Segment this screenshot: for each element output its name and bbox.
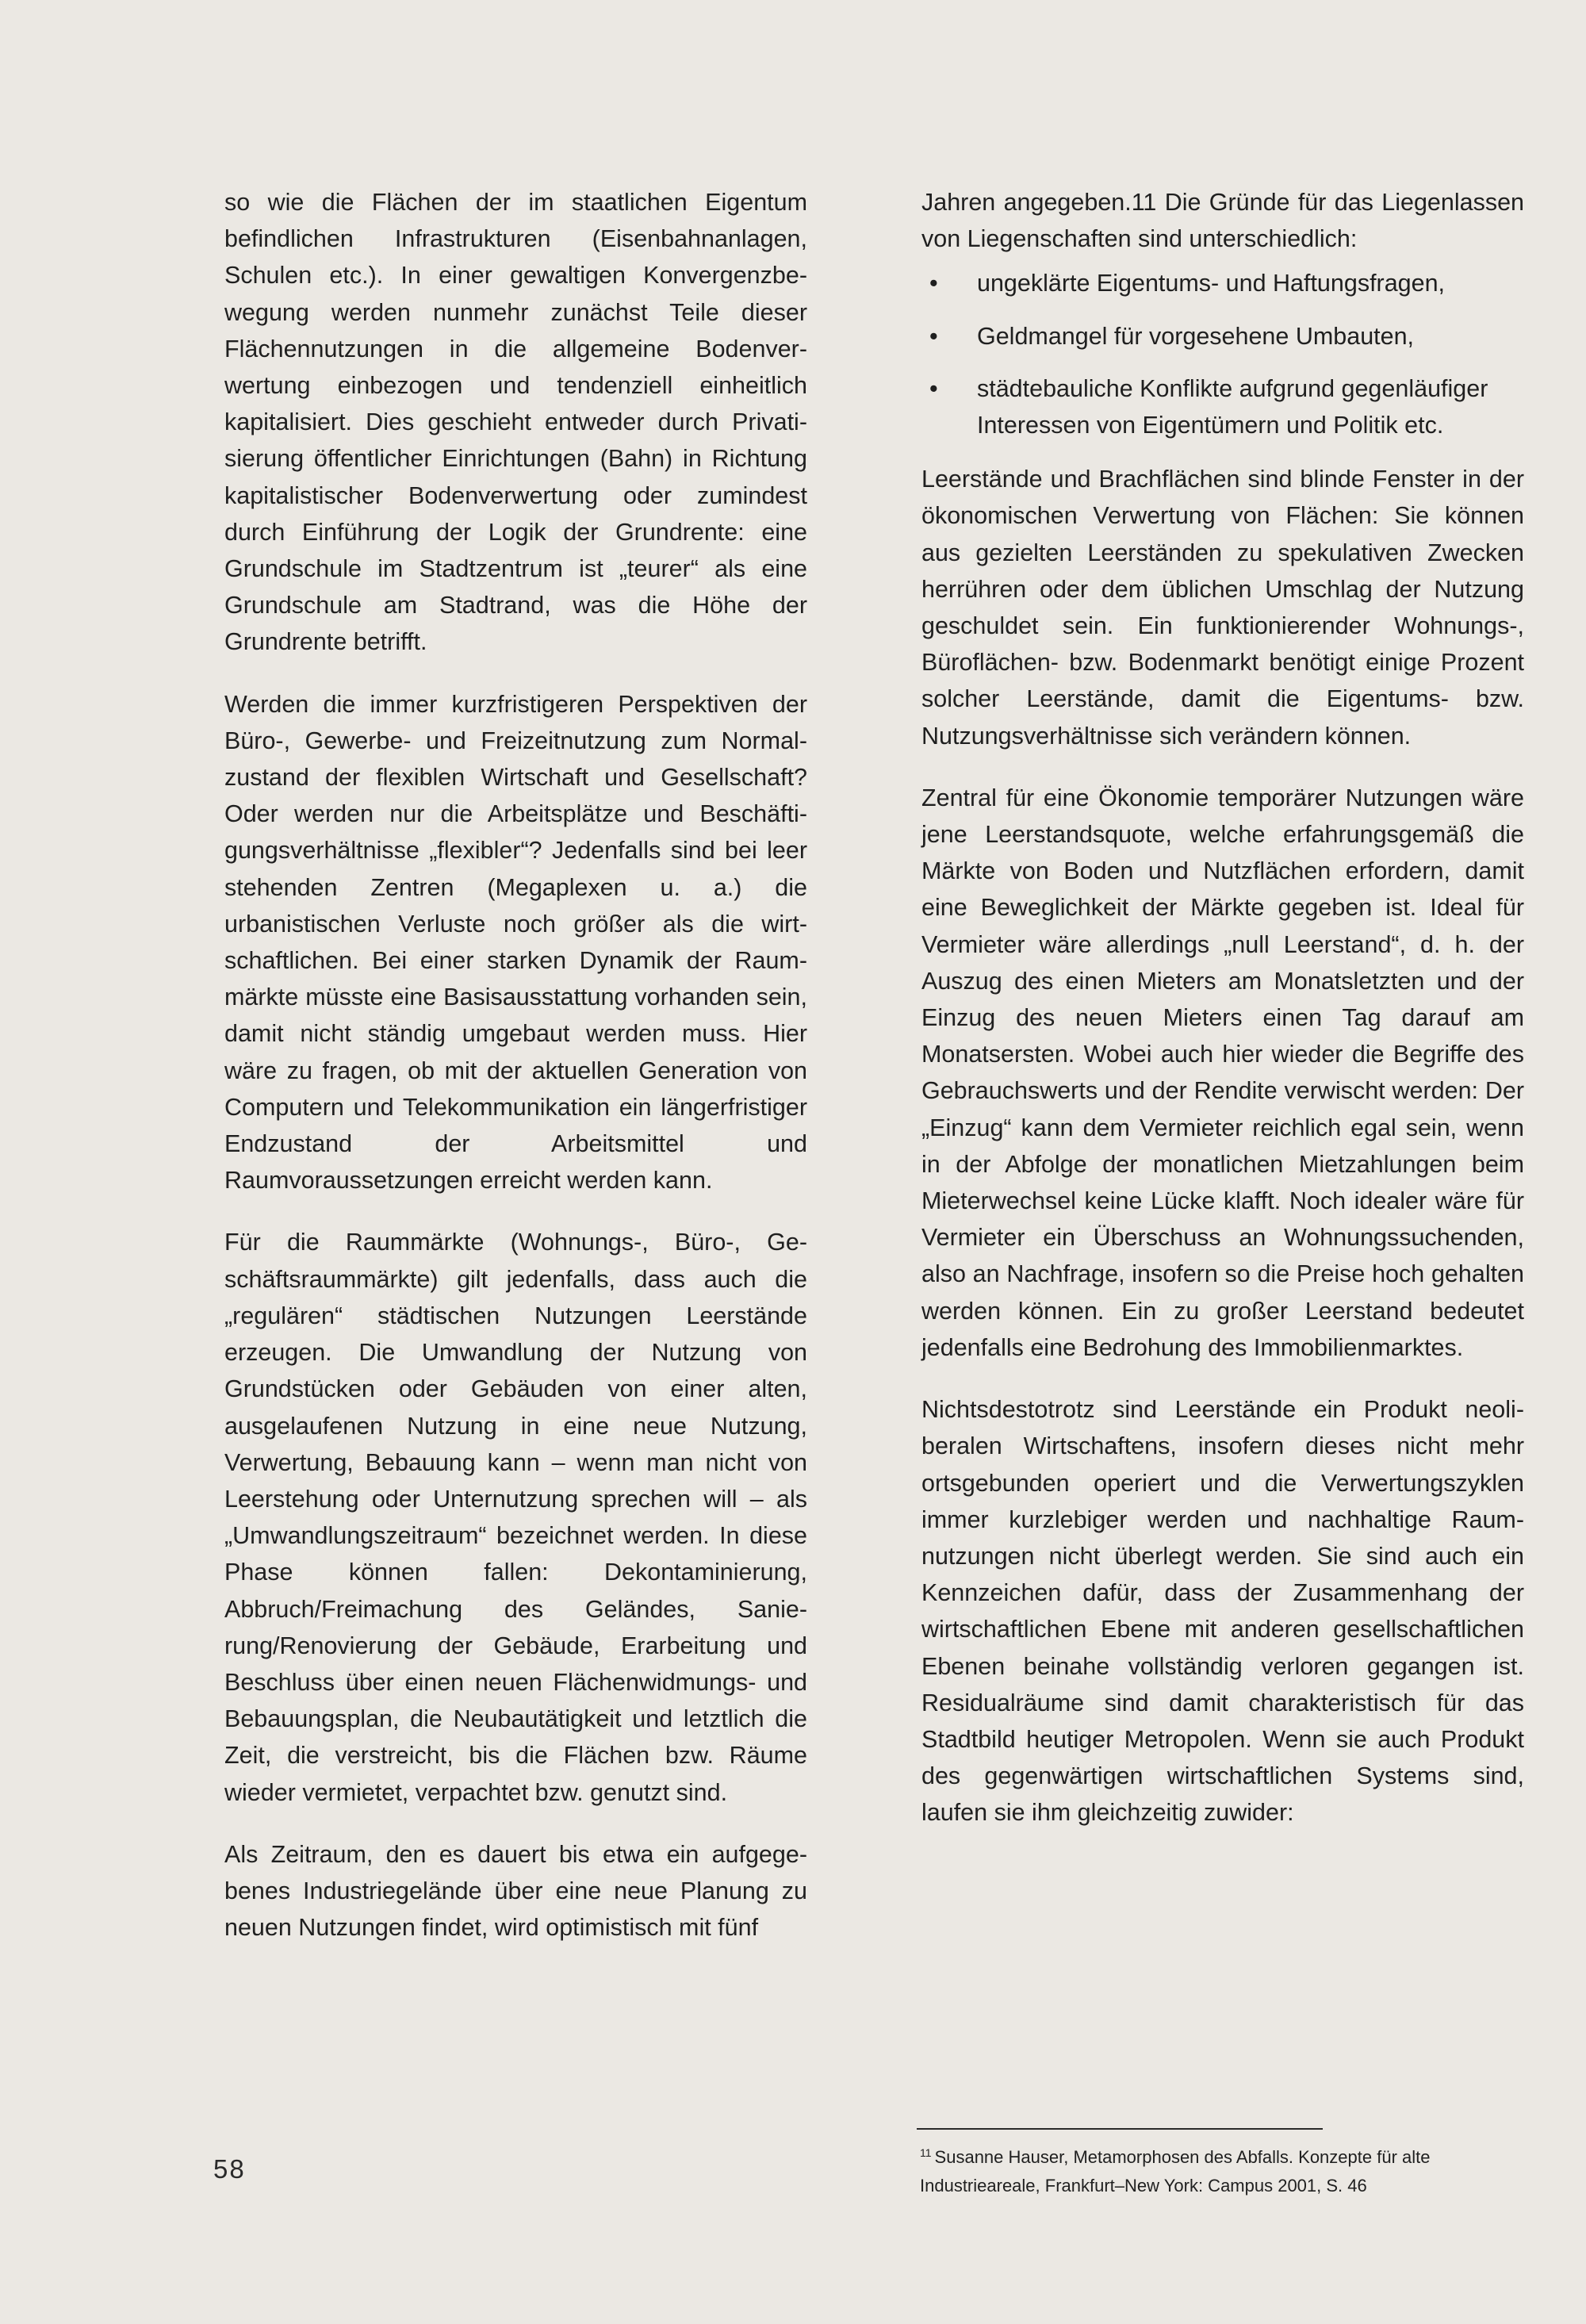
left-text-column (224, 184, 807, 1971)
right-text-column (921, 184, 1524, 1857)
footnote-divider (917, 2128, 1323, 2130)
page-number: 58 (213, 2154, 246, 2184)
paragraph: Jahren angegeben.11 Die Gründe für das Liegenlassen von Liegenschaften sind unterschiedlich: (921, 189, 1524, 253)
paragraph: Werden die immer kurzfristigeren Perspektiven der Büro-, Gewerbe- und Freizeitnutzung zum Normalzustand der flexiblen Wirtschaft und Gesellschaft? Oder werden nur die Arbeitsplätze und Beschäftigungsverhältnisse „flexibler“? Jedenfalls sind bei leer stehenden Zentren (Megaplexen u. a.) die urbanistischen Verluste noch größer als die wirtschaftlichen. Bei einer starken Dynamik der Raummärkte müsste eine Basisausstattung vorhanden sein, damit nicht ständig umgebaut werden muss. Hier wäre zu fragen, ob mit der aktuellen Generation von Computern und Telekommunikation ein längerfristiger Endzustand der Arbeitsmittel und Raumvoraussetzungen erreicht werden kann. (224, 690, 807, 1195)
paragraph: Als Zeitraum, den es dauert bis etwa ein aufgegebenes Industriegelände über eine neue Planung zu neuen Nutzungen findet, wird optimistisch mit fünf (224, 1840, 807, 1942)
bullet-list (921, 265, 1524, 443)
paragraph: so wie die Flächen der im staatlichen Eigentum befindlichen Infrastrukturen (Eisenbahnanlagen, Schulen etc.). In einer gewaltigen Konvergenzbewegung werden nunmehr zunächst Teile dieser Flächennutzungen in die allgemeine Bodenverwertung einbezogen und tendenziell einheitlich kapitalisiert. Dies geschieht entweder durch Privatisierung öffentlicher Einrichtungen (Bahn) in Richtung kapitalistischer Bodenverwertung oder zumindest durch Einführung der Logik der Grundrente: eine Grundschule im Stadtzentrum ist „teurer“ als eine Grundschule am Stadtrand, was die Höhe der Grundrente betrifft. (224, 189, 807, 656)
footnote (920, 2138, 1538, 2200)
paragraph: Zentral für eine Ökonomie temporärer Nutzungen wäre jene Leerstandsquote, welche erfahrungsgemäß die Märkte von Boden und Nutzflächen erfordern, damit eine Beweglichkeit der Märkte gegeben ist. Ideal für Vermieter wäre allerdings „null Leerstand“, d. h. der Auszug des einen Mieters am Monatsletzten und der Einzug des neuen Mieters einen Tag darauf am Monatsersten. Wobei auch hier wieder die Begriffe des Gebrauchswerts und der Rendite verwischt werden: Der „Einzug“ kann dem Vermieter reichlich egal sein, wenn in der Abfolge der monatlichen Mietzahlungen beim Mieterwechsel keine Lücke klafft. Noch idealer wäre für Vermieter ein Überschuss an Wohnungssuchenden, also an Nachfrage, insofern so die Preise hoch gehalten werden können. Ein zu großer Leerstand bedeutet jedenfalls eine Bedrohung des Immobilienmarktes. (921, 784, 1524, 1361)
paragraph: Für die Raummärkte (Wohnungs-, Büro-, Geschäftsraummärkte) gilt jedenfalls, dass auch die „regulären“ städtischen Nutzungen Leerstände erzeugen. Die Umwandlung der Nutzung von Grundstücken oder Gebäuden von einer alten, ausgelaufenen Nutzung in eine neue Nutzung, Verwertung, Bebauung kann – wenn man nicht von Leerstehung oder Unternutzung sprechen will – als „Umwandlungszeitraum“ bezeichnet werden. In diese Phase können fallen: Dekontaminierung, Abbruch/Freimachung des Geländes, Sanierung/Renovierung der Gebäude, Erarbeitung und Beschluss über einen neuen Flächenwidmungs- und Bebauungsplan, die Neubautätigkeit und letztlich die Zeit, die verstreicht, bis die Flächen bzw. Räume wieder vermietet, verpachtet bzw. genutzt sind. (224, 1229, 807, 1806)
footnote-text: Susanne Hauser, Metamorphosen des Abfalls. Konzepte für alte Industrieareale, Frankfurt–New York: Campus 2001, S. 46 (920, 2147, 1431, 2196)
list-item: • ungeklärte Eigentums- und Haftungsfragen, (921, 265, 1524, 301)
paragraph: Leerstände und Brachflächen sind blinde Fenster in der ökonomischen Verwertung von Flächen: Sie können aus gezielten Leerständen zu spekulativen Zwecken herrühren oder dem üblichen Umschlag der Nutzung geschuldet sein. Ein funktionierender Wohnungs-, Büroflächen- bzw. Bodenmarkt benötigt einige Prozent solcher Leerstände, damit die Eigentums- bzw. Nutzungsverhältnisse sich verändern können. (921, 466, 1524, 750)
list-item: • Geldmangel für vorgesehene Umbauten, (921, 318, 1524, 355)
footnote-number: 11 (920, 2146, 932, 2159)
list-item: • städtebauliche Konflikte aufgrund gegenläufiger Interessen von Eigentümern und Politik etc. (921, 370, 1524, 443)
paragraph: Nichtsdestotrotz sind Leerstände ein Produkt neoliberalen Wirtschaftens, insofern dieses nicht mehr ortsgebunden operiert und die Verwertungszyklen immer kurzlebiger werden und nachhaltige Raumnutzungen nicht überlegt werden. Sie sind auch ein Kennzeichen dafür, dass der Zusammenhang der wirtschaftlichen Ebene mit anderen gesellschaftlichen Ebenen beinahe vollständig verloren gegangen ist. Residualräume sind damit charakteristisch für das Stadtbild heutiger Metropolen. Wenn sie auch Produkt des gegenwärtigen wirtschaftlichen Systems sind, laufen sie ihm gleichzeitig zuwider: (921, 1396, 1524, 1827)
